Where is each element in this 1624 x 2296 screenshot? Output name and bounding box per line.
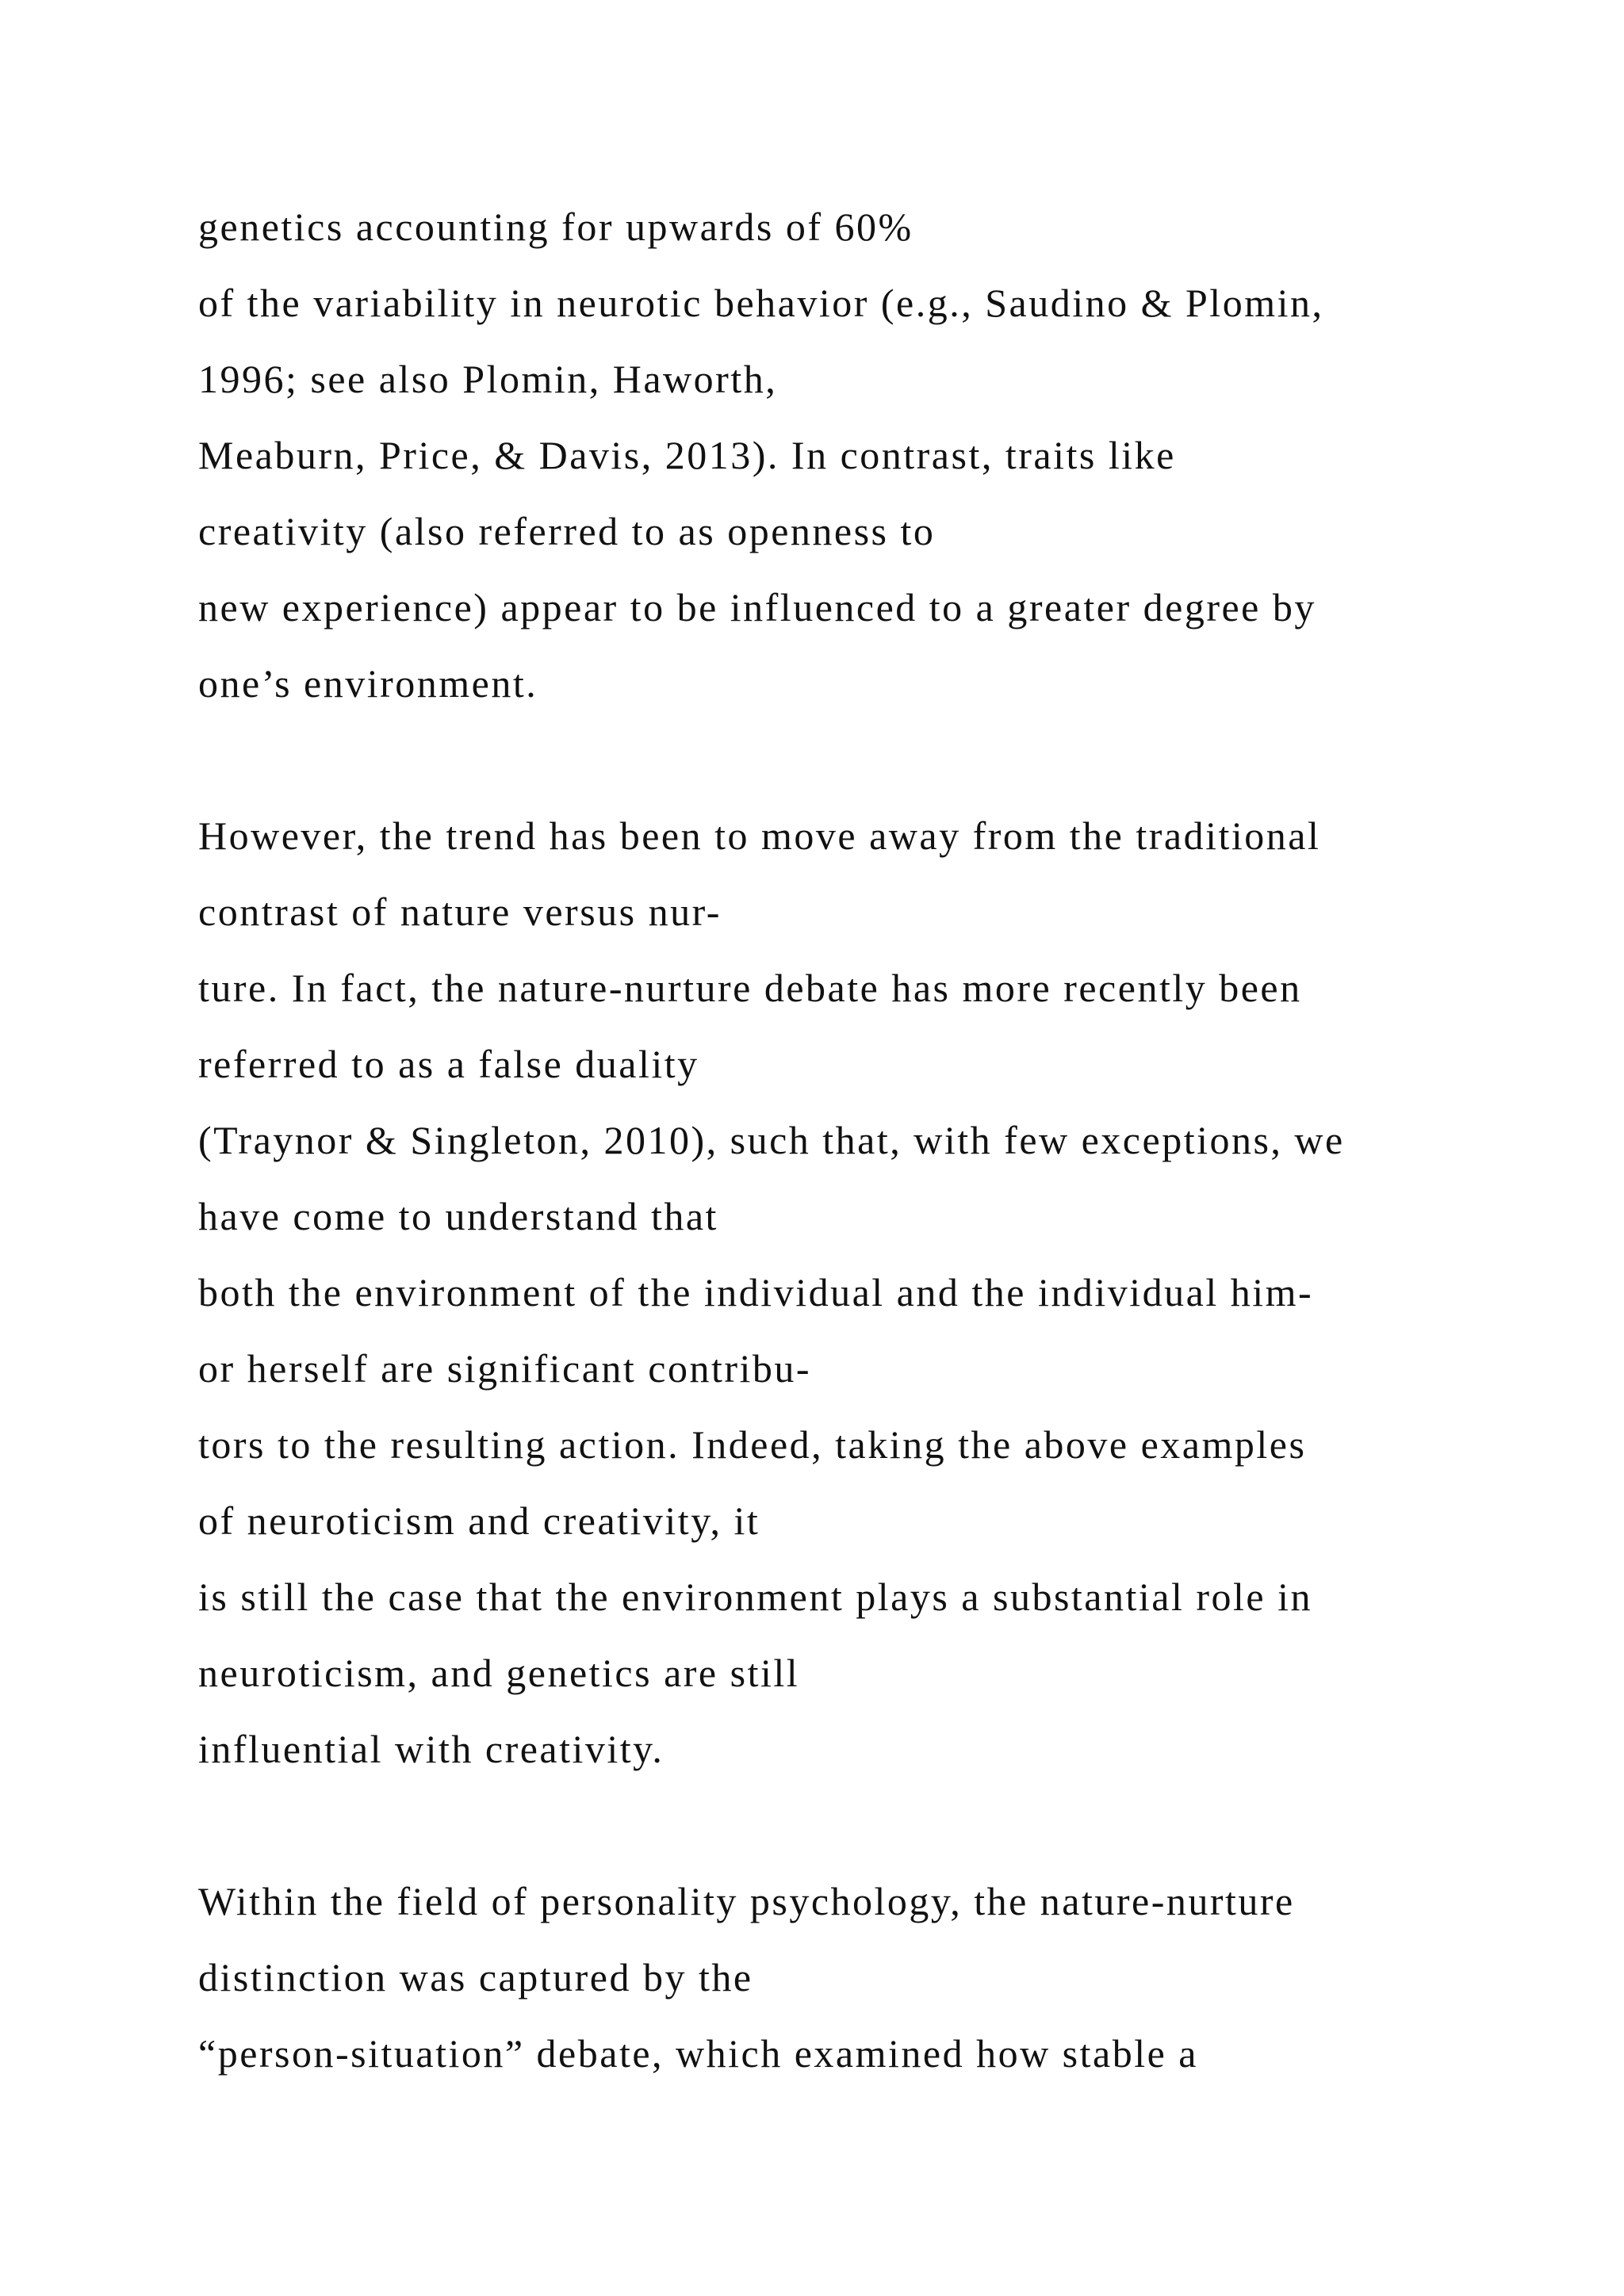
text-line: (Traynor & Singleton, 2010), such that, with few exceptions, we xyxy=(198,1118,1345,1162)
paragraph-1 xyxy=(198,189,1546,721)
text-line: “person-situation” debate, which examined how stable a xyxy=(198,2031,1199,2076)
text-line: distinction was captured by the xyxy=(198,1955,753,1999)
text-line: of the variability in neurotic behavior (e.g., Saudino & Plomin, xyxy=(198,281,1324,325)
text-line: Within the field of personality psychology, the nature-nurture xyxy=(198,1879,1295,1923)
text-line: new experience) appear to be influenced to a greater degree by xyxy=(198,585,1316,629)
text-line: contrast of nature versus nur- xyxy=(198,890,722,934)
text-line: tors to the resulting action. Indeed, taking the above examples xyxy=(198,1422,1307,1467)
text-line: is still the case that the environment plays a substantial role in xyxy=(198,1575,1312,1619)
text-line: both the environment of the individual and the individual him- xyxy=(198,1270,1314,1314)
text-line: influential with creativity. xyxy=(198,1727,665,1771)
text-line: one’s environment. xyxy=(198,661,538,706)
text-line: or herself are significant contribu- xyxy=(198,1346,812,1391)
text-line: Meaburn, Price, & Davis, 2013). In contrast, traits like xyxy=(198,433,1176,477)
text-line: ture. In fact, the nature-nurture debate has more recently been xyxy=(198,966,1302,1010)
text-line: creativity (also referred to as openness to xyxy=(198,509,936,553)
text-line: genetics accounting for upwards of 60% xyxy=(198,205,914,249)
paragraph-spacer xyxy=(198,721,1546,798)
text-line: referred to as a false duality xyxy=(198,1042,699,1086)
paragraph-3 xyxy=(198,1863,1546,2091)
text-line: have come to understand that xyxy=(198,1194,718,1238)
text-line: of neuroticism and creativity, it xyxy=(198,1498,760,1543)
paragraph-2 xyxy=(198,798,1546,1787)
paragraph-spacer xyxy=(198,1787,1546,1863)
document-body xyxy=(198,189,1546,2091)
text-line: However, the trend has been to move away from the traditional xyxy=(198,813,1321,858)
text-line: 1996; see also Plomin, Haworth, xyxy=(198,357,778,401)
text-line: neuroticism, and genetics are still xyxy=(198,1651,800,1695)
